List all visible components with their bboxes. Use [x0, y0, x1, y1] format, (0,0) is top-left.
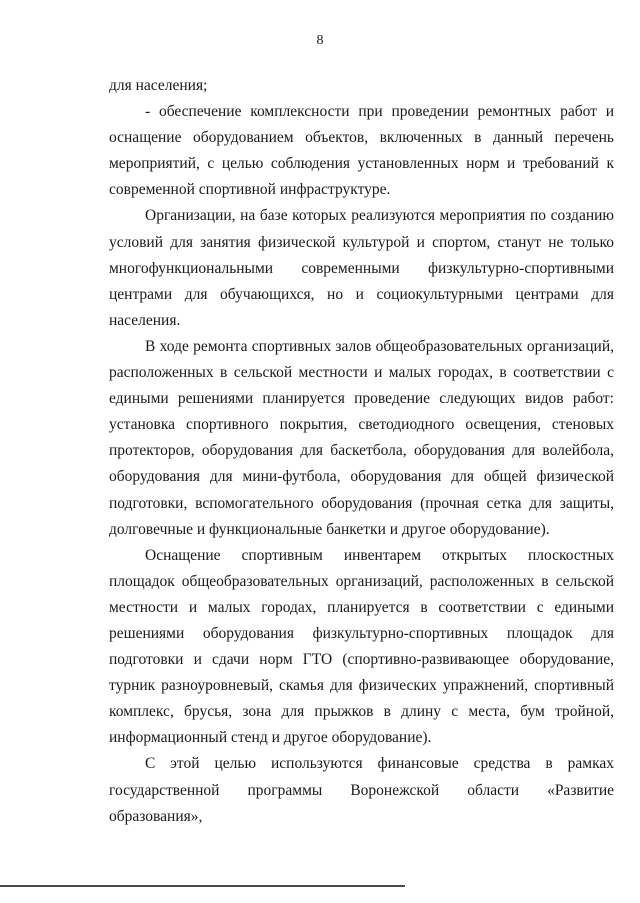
document-body [109, 73, 614, 830]
paragraph-bullet-comprehensive-repair: - обеспечение комплексности при проведении ремонтных работ и оснащение оборудованием объектов, включенных в данный перечень мероприятий, с целью соблюдения установленных норм и требований к современной спортивной инфраструктуре. [109, 103, 614, 199]
paragraph-outdoor-equipment: Оснащение спортивным инвентарем открытых плоскостных площадок общеобразовательных организаций, расположенных в сельской местности и малых городах, планируется в соответствии с едиными решениями оборудования физкультурно-спортивных площадок для подготовки и сдачи норм ГТО (спортивно-развивающее оборудование, турник разноуровневый, скамья для физических упражнений, спортивный комплекс, брусья, зона для прыжков в длину с места, бум тройной, информационный стенд и другое оборудование). [109, 546, 614, 747]
paragraph-gym-repair: В ходе ремонта спортивных залов общеобразовательных организаций, расположенных в сельской местности и малых городах, в соответствии с едиными решениями планируется проведение следующих видов работ: установка спортивного покрытия, светодиодного освещения, стеновых протекторов, оборудования для баскетбола, оборудования для волейбола, оборудования для мини-футбола, оборудования для общей физической подготовки, вспомогательного оборудования (прочная сетка для защиты, долговечные и функциональные банкетки и другое оборудование). [109, 337, 614, 538]
page-number: 8 [316, 33, 324, 48]
bottom-rule [0, 885, 405, 887]
paragraph-funding: С этой целью используются финансовые средства в рамках государственной программы Воронежской области «Развитие образования», [109, 755, 614, 825]
paragraph-continuation: для населения; [109, 77, 208, 94]
paragraph-organizations: Организации, на базе которых реализуются мероприятия по созданию условий для занятия физической культурой и спортом, станут не только многофункциональными современными физкультурно-спортивными центрами для обучающихся, но и социокультурными центрами для населения. [109, 207, 614, 329]
